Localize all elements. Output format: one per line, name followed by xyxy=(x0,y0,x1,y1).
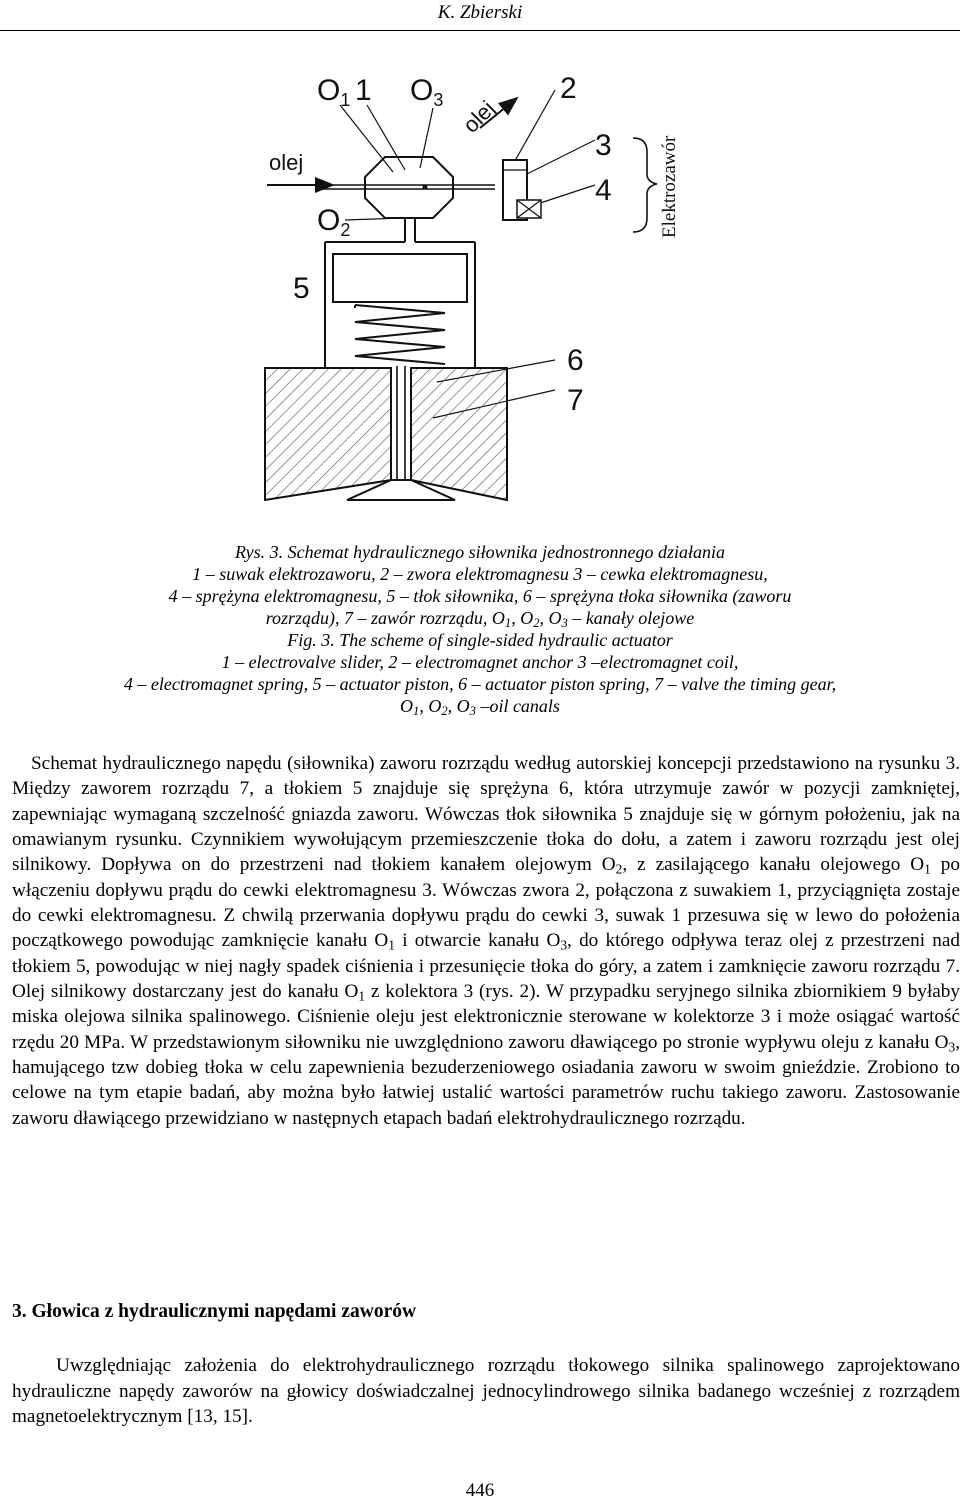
caption-en-title: Fig. 3. The scheme of single-sided hydraulic actuator xyxy=(287,630,673,650)
section-heading: 3. Głowica z hydraulicznymi napędami zaworów xyxy=(12,1301,417,1322)
label-1: 1 xyxy=(355,74,372,107)
caption-en-line2: 1 – electrovalve slider, 2 – electromagnet anchor 3 –electromagnet coil, xyxy=(221,652,739,672)
actuator-piston xyxy=(333,254,467,302)
label-o3: $O_3$ xyxy=(410,74,444,110)
running-header xyxy=(0,0,960,31)
label-6: 6 xyxy=(567,344,584,377)
label-olej-left: olej xyxy=(269,150,304,175)
figure-caption xyxy=(50,541,910,717)
caption-en-line3: 4 – electromagnet spring, 5 – actuator piston, 6 – actuator piston spring, 7 – valve the timing gear, xyxy=(123,674,837,694)
section-body xyxy=(12,1353,960,1430)
actuator-spring xyxy=(355,305,445,364)
caption-pl-line3: 4 – sprężyna elektromagnesu, 5 – tłok siłownika, 6 – sprężyna tłoka siłownika (zaworu xyxy=(168,586,792,606)
caption-pl-line4: rozrządu), 7 – zawór rozrządu, $O_1$, $O_2$, $O_3$ – kanały olejowe xyxy=(265,608,695,631)
label-4: 4 xyxy=(595,174,612,207)
caption-en-line4: $O_1$, $O_2$, $O_3$ –oil canals xyxy=(400,696,560,719)
valve-body xyxy=(365,157,453,218)
label-2: 2 xyxy=(560,72,577,105)
body-text xyxy=(12,751,960,1131)
page-number: 446 xyxy=(465,1480,495,1501)
label-3: 3 xyxy=(595,129,612,162)
body-paragraph: Schemat hydraulicznego napędu (siłownika) zaworu rozrządu według autorskiej koncepcji przedstawiono na rysunku 3. Między zaworem rozrządu 7, a tłokiem 5 znajduje się sprężyna 6, która utrzymuje zawór w pozycji zamkniętej, zapewniając wymaganą szczelność gniazda zaworu. Wówczas tłok siłownika 5 znajduje się w górnym położeniu, jak na omawianym rysunku. Czynnikiem wywołującym przemieszczenie tłoka do dołu, a zatem i zaworu rozrządu jest olej silnikowy. Dopływa on do przestrzeni nad tłokiem kanałem olejowym $O_2$, z zasilającego kanału olejowego $O_1$ po włączeniu dopływu prądu do cewki elektromagnesu 3. Wówczas zwora 2, połączona z suwakiem 1, przyciągnięta zostaje do cewki elektromagnesu. Z chwilą przerwania dopływu prądu do cewki 3, suwak 1 przesuwa się w lewo do położenia początkowego powodując zamknięcie kanału $O_1$ i otwarcie kanału $O_3$, do którego odpływa teraz olej z przestrzeni nad tłokiem 5, powodując w niej nagły spadek ciśnienia i przesunięcie tłoka do góry, a zatem i zamknięcie zaworu rozrządu 7. Olej silnikowy dostarczany jest do kanału $O_1$ z kolektora 3 (rys. 2). W przypadku seryjnego silnika zbiornikiem 9 byłaby miska olejowa silnika spalinowego. Ciśnienie oleju jest elektronicznie sterowane w kolektorze 3 i może osiągać wartość rzędu 20 MPa. W przedstawionym siłowniku nie uwzględniono zaworu dławiącego po stronie wypływu oleju z kanału $O_3$, hamującego tzw dobieg tłoka w celu zapewnienia bezuderzeniowego osiadania zaworu w swoim gnieździe. Zrobiono to celowe na tym etapie badań, aby można było łatwiej ustalić wartości parametrów ruchu takiego zaworu. Zastosowanie zaworu dławiącego przewidziano w następnych etapach badań elektrohydraulicznego rozrządu. xyxy=(12,753,960,1129)
label-olej-top: olej xyxy=(458,95,500,138)
label-o2: $O_2$ xyxy=(317,204,351,240)
caption-pl-line2: 1 – suwak elektrozaworu, 2 – zwora elektromagnesu 3 – cewka elektromagnesu, xyxy=(192,564,768,584)
label-o1: $O_1$ xyxy=(317,74,351,110)
cylinder-head-right xyxy=(411,368,507,500)
brace xyxy=(633,138,657,232)
caption-pl-title: Rys. 3. Schemat hydraulicznego siłownika jednostronnego działania xyxy=(235,542,725,562)
actuator-diagram xyxy=(255,60,695,535)
label-7: 7 xyxy=(567,384,584,417)
label-5: 5 xyxy=(293,272,310,305)
header-author: K. Zbierski xyxy=(437,2,523,23)
cylinder-head-left xyxy=(265,368,391,500)
label-elektrozawor: Elektrozawór xyxy=(659,135,680,238)
section-paragraph: Uwzględniając założenia do elektrohydraulicznego rozrządu tłokowego silnika spalinowego zaprojektowano hydrauliczne napędy zaworów na głowicy doświadczalnej jednocylindrowego silnika badanego wcześniej z rozrządem magnetoelektrycznym [13, 15]. xyxy=(12,1355,960,1427)
figure-hydraulic-actuator xyxy=(255,60,695,535)
